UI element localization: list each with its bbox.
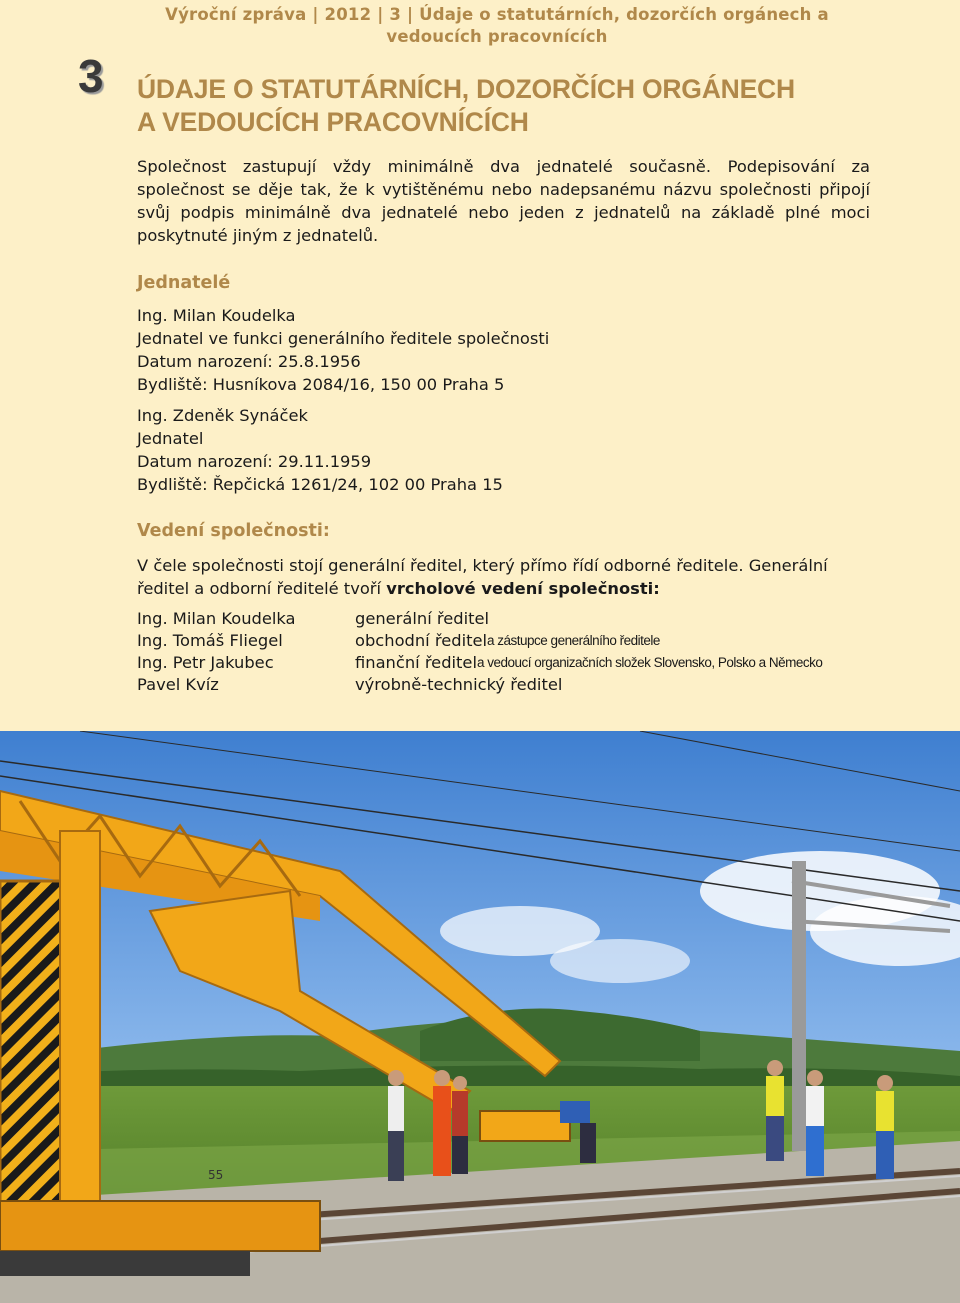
management-name: Ing. Tomáš Fliegel [137,631,283,650]
person-name: Ing. Zdeněk Synáček [137,406,308,425]
machine-label: 55 [208,1168,224,1182]
section-title-jednatele: Jednatelé [137,273,231,293]
vedeni-intro-bold: vrcholové vedení společnosti: [386,579,660,598]
person-entry [137,404,870,496]
management-row [137,651,870,673]
running-header-line-1: Výroční zpráva | 2012 | 3 | Údaje o statutárních, dozorčích orgánech a [165,5,829,24]
management-role: generální ředitel [355,609,490,628]
main-content [137,155,870,695]
person-entry [137,304,870,396]
management-role: finanční ředitel [355,653,477,672]
running-header [137,4,857,48]
vedeni-intro [137,554,870,600]
person-address: Bydliště: Husníkova 2084/16, 150 00 Praha 5 [137,375,505,394]
running-header-line-2: vedoucích pracovnících [386,27,608,46]
management-row [137,629,870,651]
chapter-title-line-1: ÚDAJE O STATUTÁRNÍCH, DOZORČÍCH ORGÁNECH [137,74,795,104]
management-role: výrobně-technický ředitel [355,675,563,694]
person-birth-date: Datum narození: 29.11.1959 [137,452,372,471]
chapter-title [137,73,897,139]
management-role-extra: a vedoucí organizačních složek Slovensko, Polsko a Německo [476,655,823,670]
person-birth-date: Datum narození: 25.8.1956 [137,352,361,371]
vedeni-intro-text: V čele společnosti stojí generální ředitel, který přímo řídí odborné ředitele. Generální ředitel a odborní ředitelé tvoří [137,556,828,598]
management-row [137,607,870,629]
management-role: obchodní ředitel [355,631,488,650]
intro-paragraph: Společnost zastupují vždy minimálně dva jednatelé současně. Podepisování za společnost se děje tak, že k vytištěnému nebo nadepsanému názvu společnosti připojí svůj podpis minimálně dva jednatelé nebo jeden z jednatelů na základě plné moci poskytnuté jiným z jednatelů. [137,157,870,245]
chapter-title-line-2: A VEDOUCÍCH PRACOVNÍCÍCH [137,107,529,137]
railway-machine-photo [0,731,960,1303]
management-name: Ing. Milan Koudelka [137,609,296,628]
management-name: Ing. Petr Jakubec [137,653,274,672]
section-title-vedeni: Vedení společnosti: [137,521,330,541]
chapter-number: 3 [78,50,104,102]
management-role-extra: a zástupce generálního ředitele [487,633,660,648]
management-row [137,673,870,695]
person-address: Bydliště: Řepčická 1261/24, 102 00 Praha 15 [137,475,503,494]
person-role: Jednatel [137,429,204,448]
management-name: Pavel Kvíz [137,675,219,694]
person-role: Jednatel ve funkci generálního ředitele společnosti [137,329,550,348]
management-list [137,607,870,695]
person-name: Ing. Milan Koudelka [137,306,296,325]
